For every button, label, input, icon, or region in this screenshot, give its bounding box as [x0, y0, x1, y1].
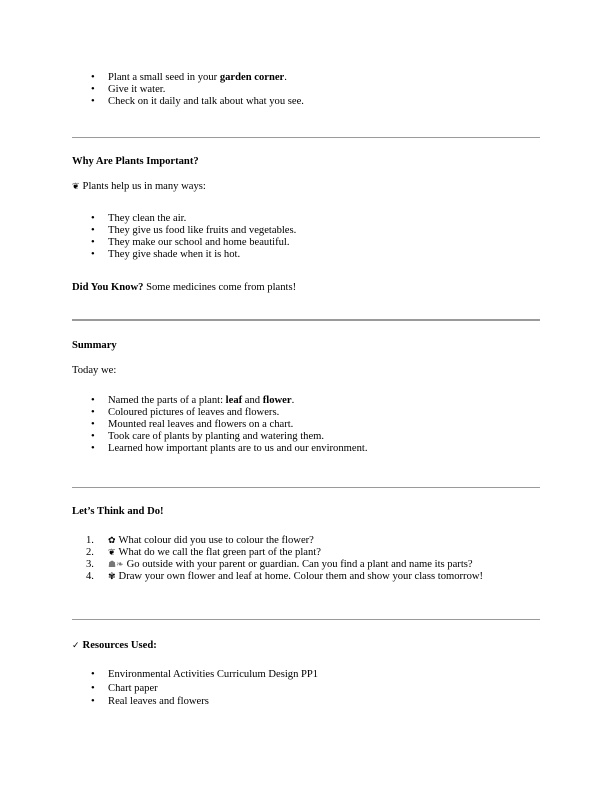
- leaf-icon: ❦: [72, 182, 80, 192]
- palette-icon: ✾: [108, 572, 116, 582]
- divider: [72, 619, 540, 620]
- list-item: • Took care of plants by planting and watering them.: [72, 431, 540, 443]
- importance-intro: [72, 181, 540, 193]
- item-text: Plant a small seed in your: [108, 72, 220, 83]
- importance-list: [72, 213, 540, 261]
- summary-list: [72, 395, 540, 455]
- resources-list: [72, 668, 540, 709]
- divider: [72, 319, 540, 321]
- item-text: What do we call the flat green part of the plant?: [118, 547, 321, 558]
- item-text: .: [291, 395, 295, 406]
- item-bold: leaf: [225, 395, 243, 406]
- item-text: Go outside with your parent or guardian. Can you find a plant and name its parts?: [126, 559, 473, 570]
- importance-heading: [72, 156, 540, 168]
- summary-intro: Today we:: [72, 365, 117, 376]
- did-you-know: [72, 282, 540, 294]
- list-item: • They make our school and home beautiful.: [72, 237, 540, 249]
- item-text: and: [242, 395, 263, 406]
- check-icon: ✓: [72, 641, 80, 651]
- list-item: • Learned how important plants are to us and our environment.: [72, 443, 540, 455]
- section-heading: Why Are Plants Important?: [72, 156, 199, 167]
- activity-list: [72, 72, 540, 108]
- summary-heading: [72, 340, 540, 352]
- leaf-icon: ❦: [108, 548, 116, 558]
- list-item: • Environmental Activities Curriculum Design PP1: [72, 668, 540, 682]
- item-number: 1.: [86, 535, 94, 546]
- item-number: 2.: [86, 547, 94, 558]
- did-you-know-text: Some medicines come from plants!: [143, 282, 297, 293]
- list-item: • They give shade when it is hot.: [72, 249, 540, 261]
- resources-heading: [72, 640, 540, 652]
- list-item: [72, 547, 540, 559]
- divider: [72, 487, 540, 488]
- think-do-heading: [72, 506, 540, 518]
- list-item: • Coloured pictures of leaves and flowers.: [72, 407, 540, 419]
- think-do-list: [72, 535, 540, 583]
- list-item: [72, 535, 540, 547]
- item-text: Draw your own flower and leaf at home. Colour them and show your class tomorrow!: [118, 571, 484, 582]
- list-item: • Mounted real leaves and flowers on a chart.: [72, 419, 540, 431]
- did-you-know-label: Did You Know?: [72, 282, 144, 293]
- list-item: [72, 571, 540, 583]
- list-item: [72, 72, 540, 84]
- list-item: • Give it water.: [72, 84, 540, 96]
- farmer-icon: ☗❧: [108, 560, 124, 570]
- intro-text: Plants help us in many ways:: [82, 181, 206, 192]
- item-text: What colour did you use to colour the flower?: [118, 535, 314, 546]
- list-item: • They give us food like fruits and vegetables.: [72, 225, 540, 237]
- section-heading: Let’s Think and Do!: [72, 506, 164, 517]
- item-bold: garden corner: [219, 72, 285, 83]
- list-item: • They clean the air.: [72, 213, 540, 225]
- list-item: • Check on it daily and talk about what you see.: [72, 96, 540, 108]
- item-number: 3.: [86, 559, 94, 570]
- list-item: [72, 559, 540, 571]
- list-item: • Real leaves and flowers: [72, 695, 540, 709]
- list-item: • Chart paper: [72, 682, 540, 696]
- item-text: Named the parts of a plant:: [108, 395, 226, 406]
- flower-icon: ✿: [108, 536, 116, 546]
- section-heading: Summary: [72, 340, 117, 351]
- divider: [72, 137, 540, 138]
- item-number: 4.: [86, 571, 94, 582]
- section-heading: Resources Used:: [82, 640, 157, 651]
- list-item: [72, 395, 540, 407]
- item-text: .: [284, 72, 287, 83]
- item-bold: flower: [262, 395, 292, 406]
